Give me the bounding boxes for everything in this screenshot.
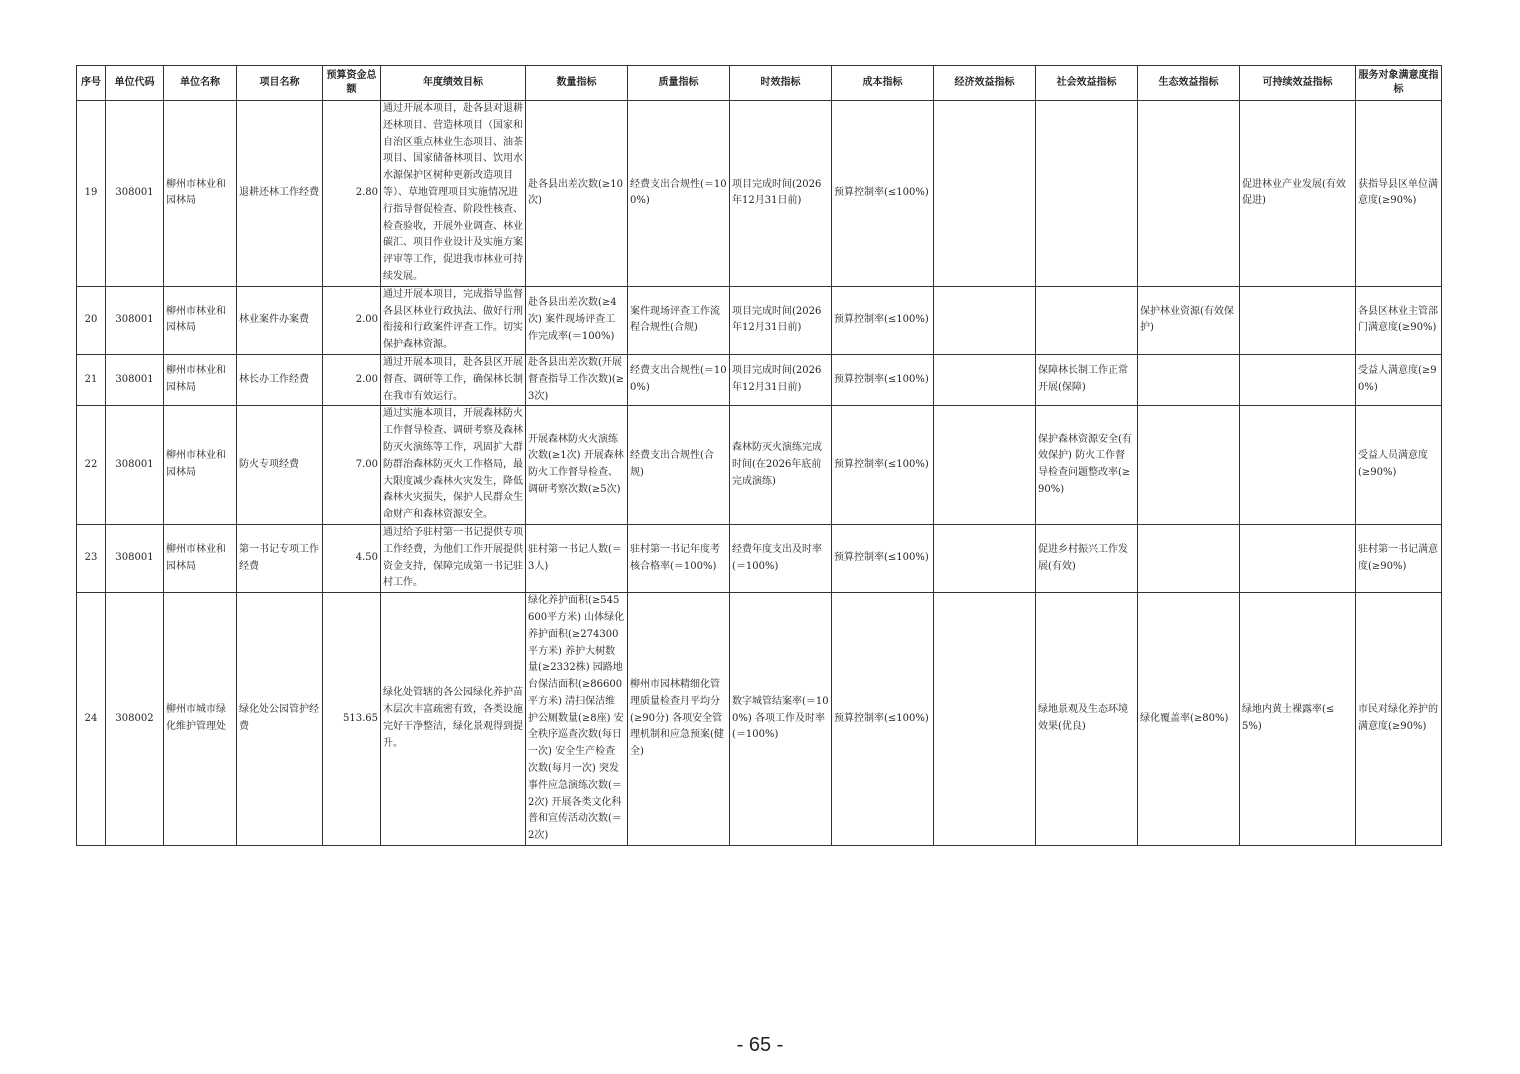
table-body: [77, 101, 1442, 846]
cell-quality: 案件现场评查工作流程合规性(合规): [628, 286, 730, 354]
cell-sustainable: [1240, 286, 1356, 354]
cell-quality: 柳州市园林精细化管理质量检查月平均分(≥90分) 各项安全管理机制和应急预案(健全): [628, 593, 730, 846]
header-sustainable: 可持续效益指标: [1240, 66, 1356, 101]
cell-social: 保障林长制工作正常开展(保障): [1036, 354, 1138, 405]
cell-quality: 经费支出合规性(合规): [628, 406, 730, 525]
cell-annual-goal: 通过开展本项目，完成指导监督各县区林业行政执法、做好行刑衔接和行政案件评查工作。切实保护森林资源。: [381, 286, 526, 354]
cell-ecological: 保护林业资源(有效保护): [1138, 286, 1240, 354]
cell-unit-name: 柳州市林业和园林局: [164, 406, 237, 525]
cell-seq: 19: [77, 101, 106, 287]
cell-sustainable: 促进林业产业发展(有效促进): [1240, 101, 1356, 287]
cell-economic: [934, 354, 1036, 405]
cell-unit-code: 308001: [106, 354, 164, 405]
cell-economic: [934, 593, 1036, 846]
header-timeliness: 时效指标: [730, 66, 832, 101]
cell-project-name: 防火专项经费: [237, 406, 323, 525]
cell-social: 保护森林资源安全(有效保护) 防火工作督导检查问题整改率(≥90%): [1036, 406, 1138, 525]
cell-budget: 4.50: [323, 524, 381, 592]
header-annual-goal: 年度绩效目标: [381, 66, 526, 101]
cell-sustainable: 绿地内黄土裸露率(≤5%): [1240, 593, 1356, 846]
header-seq: 序号: [77, 66, 106, 101]
table-row: [77, 524, 1442, 592]
cell-timeliness: 森林防灭火演练完成时间(在2026年底前完成演练): [730, 406, 832, 525]
cell-quantity: 赴各县出差次数(≥10次): [526, 101, 628, 287]
cell-cost: 预算控制率(≤100%): [832, 524, 934, 592]
cell-ecological: [1138, 524, 1240, 592]
cell-timeliness: 项目完成时间(2026年12月31日前): [730, 354, 832, 405]
cell-quantity: 赴各县出差次数(开展督查指导工作次数)(≥3次): [526, 354, 628, 405]
cell-timeliness: 数字城管结案率(＝100%) 各项工作及时率(＝100%): [730, 593, 832, 846]
cell-quantity: 开展森林防火火演练次数(≥1次) 开展森林防火工作督导检查、调研考察次数(≥5次): [526, 406, 628, 525]
cell-cost: 预算控制率(≤100%): [832, 354, 934, 405]
cell-seq: 21: [77, 354, 106, 405]
table-row: [77, 406, 1442, 525]
cell-cost: 预算控制率(≤100%): [832, 406, 934, 525]
cell-satisfaction: 受益人员满意度(≥90%): [1356, 406, 1442, 525]
table-row: [77, 101, 1442, 287]
cell-unit-code: 308001: [106, 524, 164, 592]
cell-unit-name: 柳州市林业和园林局: [164, 524, 237, 592]
cell-budget: 2.00: [323, 354, 381, 405]
cell-ecological: [1138, 406, 1240, 525]
cell-satisfaction: 获指导县区单位满意度(≥90%): [1356, 101, 1442, 287]
cell-seq: 24: [77, 593, 106, 846]
cell-seq: 20: [77, 286, 106, 354]
cell-economic: [934, 101, 1036, 287]
cell-annual-goal: 通过给予驻村第一书记提供专项工作经费，为他们工作开展提供资金支持，保障完成第一书记驻村工作。: [381, 524, 526, 592]
cell-ecological: [1138, 101, 1240, 287]
cell-sustainable: [1240, 354, 1356, 405]
header-quantity: 数量指标: [526, 66, 628, 101]
header-quality: 质量指标: [628, 66, 730, 101]
cell-seq: 22: [77, 406, 106, 525]
cell-quality: 经费支出合规性(＝100%): [628, 101, 730, 287]
cell-budget: 2.00: [323, 286, 381, 354]
cell-unit-code: 308001: [106, 286, 164, 354]
cell-sustainable: [1240, 524, 1356, 592]
header-project-name: 项目名称: [237, 66, 323, 101]
header-unit-name: 单位名称: [164, 66, 237, 101]
cell-unit-code: 308001: [106, 101, 164, 287]
cell-seq: 23: [77, 524, 106, 592]
cell-ecological: [1138, 354, 1240, 405]
cell-budget: 513.65: [323, 593, 381, 846]
table-row: [77, 286, 1442, 354]
header-budget: 预算资金总额: [323, 66, 381, 101]
page-number: - 65 -: [736, 1034, 784, 1056]
cell-annual-goal: 通过开展本项目，赴各县区开展督查、调研等工作，确保林长制在我市有效运行。: [381, 354, 526, 405]
cell-project-name: 绿化处公园管护经费: [237, 593, 323, 846]
cell-timeliness: 项目完成时间(2026年12月31日前): [730, 101, 832, 287]
cell-annual-goal: 绿化处管辖的各公园绿化养护苗木层次丰富疏密有致，各类设施完好干净整洁，绿化景观得到提升。: [381, 593, 526, 846]
cell-satisfaction: 市民对绿化养护的满意度(≥90%): [1356, 593, 1442, 846]
cell-unit-name: 柳州市林业和园林局: [164, 101, 237, 287]
cell-economic: [934, 286, 1036, 354]
table-row: [77, 354, 1442, 405]
cell-satisfaction: 受益人满意度(≥90%): [1356, 354, 1442, 405]
cell-timeliness: 经费年度支出及时率(＝100%): [730, 524, 832, 592]
header-economic: 经济效益指标: [934, 66, 1036, 101]
cell-unit-code: 308002: [106, 593, 164, 846]
cell-unit-name: 柳州市城市绿化维护管理处: [164, 593, 237, 846]
cell-unit-name: 柳州市林业和园林局: [164, 354, 237, 405]
cell-economic: [934, 406, 1036, 525]
cell-unit-code: 308001: [106, 406, 164, 525]
table-row: [77, 593, 1442, 846]
table-header: [77, 66, 1442, 101]
cell-quantity: 绿化养护面积(≥545600平方米) 山体绿化养护面积(≥274300平方米) 养护大树数量(≥2332株) 园路地台保洁面积(≥86600平方米) 清扫保洁维护公厕数量(≥8座) 安全秩序巡查次数(每日一次) 安全生产检查次数(每月一次) 突发事件应急演练次数(＝2次) 开展各类文化科普和宣传活动次数(＝2次): [526, 593, 628, 846]
cell-cost: 预算控制率(≤100%): [832, 286, 934, 354]
cell-satisfaction: 各县区林业主管部门满意度(≥90%): [1356, 286, 1442, 354]
cell-cost: 预算控制率(≤100%): [832, 593, 934, 846]
header-social: 社会效益指标: [1036, 66, 1138, 101]
header-satisfaction: 服务对象满意度指标: [1356, 66, 1442, 101]
cell-quantity: 赴各县出差次数(≥4次) 案件现场评查工作完成率(＝100%): [526, 286, 628, 354]
cell-annual-goal: 通过开展本项目，赴各县对退耕还林项目、营造林项目（国家和自治区重点林业生态项目、油茶项目、国家储备林项目、饮用水水源保护区树种更新改造项目等）、草地管理项目实施情况进行指导督促检查、阶段性核查、检查验收，开展外业调查、林业碳汇、项目作业设计及实施方案评审等工作，促进我市林业可持续发展。: [381, 101, 526, 287]
cell-project-name: 林业案件办案费: [237, 286, 323, 354]
cell-project-name: 林长办工作经费: [237, 354, 323, 405]
cell-ecological: 绿化覆盖率(≥80%): [1138, 593, 1240, 846]
cell-timeliness: 项目完成时间(2026年12月31日前): [730, 286, 832, 354]
cell-cost: 预算控制率(≤100%): [832, 101, 934, 287]
header-unit-code: 单位代码: [106, 66, 164, 101]
cell-social: [1036, 101, 1138, 287]
cell-economic: [934, 524, 1036, 592]
cell-unit-name: 柳州市林业和园林局: [164, 286, 237, 354]
cell-budget: 2.80: [323, 101, 381, 287]
cell-quantity: 驻村第一书记人数(＝3人): [526, 524, 628, 592]
header-cost: 成本指标: [832, 66, 934, 101]
cell-sustainable: [1240, 406, 1356, 525]
cell-social: 促进乡村振兴工作发展(有效): [1036, 524, 1138, 592]
cell-project-name: 第一书记专项工作经费: [237, 524, 323, 592]
cell-satisfaction: 驻村第一书记满意度(≥90%): [1356, 524, 1442, 592]
cell-social: 绿地景观及生态环境效果(优良): [1036, 593, 1138, 846]
cell-project-name: 退耕还林工作经费: [237, 101, 323, 287]
cell-social: [1036, 286, 1138, 354]
cell-annual-goal: 通过实施本项目，开展森林防火工作督导检查、调研考察及森林防灭火演练等工作，巩固扩大群防群治森林防灭火工作格局，最大限度减少森林火灾发生，降低森林火灾损失，保护人民群众生命财产和森林资源安全。: [381, 406, 526, 525]
performance-table: [76, 65, 1442, 846]
cell-quality: 驻村第一书记年度考核合格率(＝100%): [628, 524, 730, 592]
cell-quality: 经费支出合规性(＝100%): [628, 354, 730, 405]
cell-budget: 7.00: [323, 406, 381, 525]
header-ecological: 生态效益指标: [1138, 66, 1240, 101]
